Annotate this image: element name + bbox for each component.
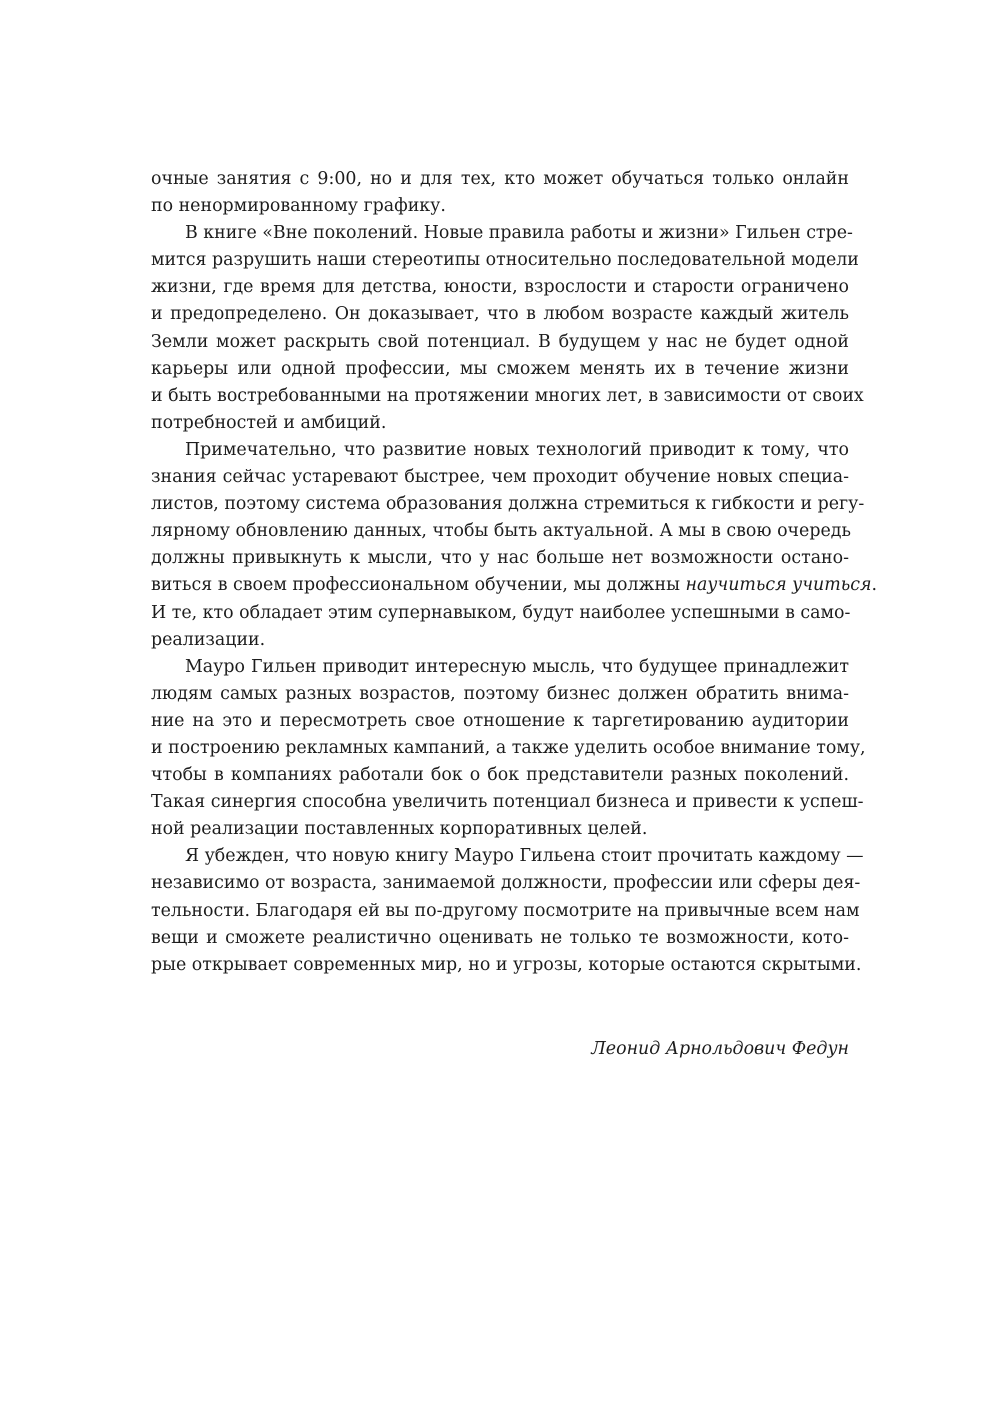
paragraph-1 (151, 166, 849, 220)
paragraph-3 (151, 437, 878, 654)
text-line-with-emphasis (151, 572, 878, 599)
main-text (151, 166, 878, 979)
text-line: и построению рекламных кампаний, а также уделить особое внимание тому, (151, 737, 866, 758)
emphasis-text: научиться учиться (685, 575, 872, 596)
text-line: В книге «Вне поколений. Новые правила работы и жизни» Гильен стре- (185, 223, 853, 244)
text-line: и предопределено. Он доказывает, что в любом возрасте каждый житель (151, 304, 849, 325)
text-line: листов, поэтому система образования должна стремиться к гибкости и регу- (151, 494, 865, 515)
text-line: Такая синергия способна увеличить потенциал бизнеса и привести к успеш- (151, 792, 864, 813)
emphasis-tail: . (871, 575, 878, 596)
text-line: жизни, где время для детства, юности, взрослости и старости ограничено (151, 277, 849, 298)
text-line: независимо от возраста, занимаемой должности, профессии или сферы дея- (151, 873, 861, 894)
text-line: Я убежден, что новую книгу Мауро Гильена стоит прочитать каждому — (185, 846, 864, 867)
text-line: лярному обновлению данных, чтобы быть актуальной. А мы в свою очередь (151, 521, 851, 542)
text-line: реализации. (151, 629, 266, 650)
text-line: Примечательно, что развитие новых технологий приводит к тому, что (185, 439, 849, 460)
text-line: ние на это и пересмотреть свое отношение к таргетированию аудитории (151, 710, 849, 731)
paragraph-5 (151, 843, 864, 978)
text-line: И те, кто обладает этим супернавыком, будут наиболее успешными в само- (151, 602, 851, 623)
text-line: вещи и сможете реалистично оценивать не только те возможности, кото- (151, 927, 849, 948)
text-fragment: виться в своем профессиональном обучении, мы должны (151, 575, 680, 596)
text-line: рые открывает современных мир, но и угрозы, которые остаются скрытыми. (151, 954, 862, 975)
text-line: потребностей и амбиций. (151, 412, 387, 433)
text-line: знания сейчас устаревают быстрее, чем проходит обучение новых специа- (151, 467, 849, 488)
text-line: по ненормированному графику. (151, 196, 446, 217)
text-line: Земли может раскрыть свой потенциал. В будущем у нас не будет одной (151, 331, 849, 352)
text-line: ной реализации поставленных корпоративных целей. (151, 819, 648, 840)
text-line: Мауро Гильен приводит интересную мысль, что будущее принадлежит (185, 656, 849, 677)
text-line: тельности. Благодаря ей вы по-другому посмотрите на привычные всем нам (151, 900, 860, 921)
text-line: очные занятия с 9:00, но и для тех, кто может обучаться только онлайн (151, 169, 849, 189)
text-line: людям самых разных возрастов, поэтому бизнес должен обратить внима- (151, 683, 849, 704)
text-line: должны привыкнуть к мысли, что у нас больше нет возможности остано- (151, 548, 849, 569)
text-line: мится разрушить наши стереотипы относительно последовательной модели (151, 250, 859, 271)
paragraph-2 (151, 220, 864, 437)
author-signature: Леонид Арнольдович Федун (591, 1039, 849, 1059)
text-line: и быть востребованными на протяжении многих лет, в зависимости от своих (151, 385, 864, 406)
text-line: карьеры или одной профессии, мы сможем менять их в течение жизни (151, 358, 849, 379)
paragraph-4 (151, 654, 866, 844)
text-line: чтобы в компаниях работали бок о бок представители разных поколений. (151, 765, 849, 786)
